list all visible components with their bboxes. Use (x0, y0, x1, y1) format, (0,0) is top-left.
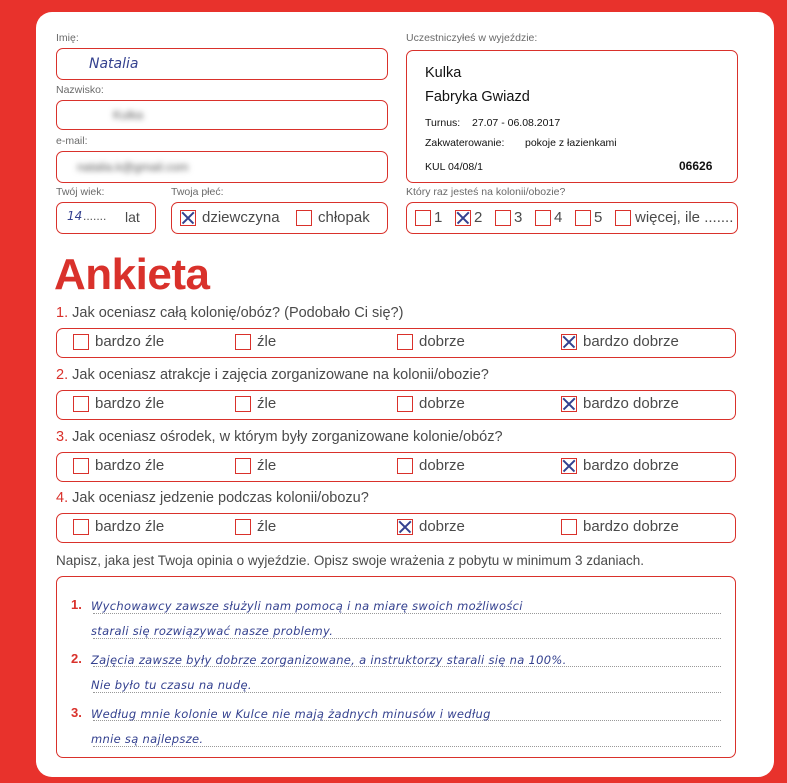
checkbox-icon[interactable] (397, 334, 413, 350)
question-1-options (56, 328, 736, 358)
checkbox-checked-icon[interactable] (561, 396, 577, 412)
question-number: 1. (56, 305, 69, 321)
times-option-label: 2 (474, 209, 483, 226)
option-label: źle (257, 333, 277, 350)
answer-line: mnie są najlepsze. (91, 732, 204, 746)
checkbox-icon[interactable] (397, 458, 413, 474)
option-bardzo-zle[interactable] (73, 395, 164, 412)
surname-label: Nazwisko: (56, 84, 104, 96)
option-bardzo-zle[interactable] (73, 333, 164, 350)
question-1 (56, 305, 403, 321)
option-zle[interactable] (235, 395, 276, 412)
turnus-value: 27.07 - 06.08.2017 (472, 117, 561, 129)
option-bardzo-dobrze[interactable] (561, 333, 679, 350)
answer-number: 3. (71, 705, 82, 720)
surname-field[interactable] (56, 100, 388, 130)
option-label: bardzo źle (95, 333, 165, 350)
times-option-label: 5 (594, 209, 603, 226)
checkbox-icon[interactable] (535, 210, 551, 226)
option-label: bardzo dobrze (583, 395, 679, 412)
gender-label: Twoja płeć: (171, 186, 224, 198)
checkbox-icon[interactable] (235, 519, 251, 535)
question-number: 2. (56, 367, 69, 383)
trip-number: 06626 (679, 159, 713, 173)
question-text: Jak oceniasz ośrodek, w którym były zorganizowane kolonie/obóz? (72, 429, 503, 445)
option-label: dobrze (419, 457, 465, 474)
answer-line: Wychowawcy zawsze służyli nam pomocą i na miarę swoich możliwości (91, 599, 523, 613)
checkbox-icon[interactable] (235, 396, 251, 412)
email-label: e-mail: (56, 135, 88, 147)
option-dobrze[interactable] (397, 395, 465, 412)
times-option-1[interactable] (415, 209, 442, 226)
email-value: natalia.k@gmail.com (77, 160, 189, 174)
question-3 (56, 429, 503, 445)
checkbox-icon[interactable] (296, 210, 312, 226)
option-bardzo-dobrze[interactable] (561, 395, 679, 412)
checkbox-icon[interactable] (73, 334, 89, 350)
option-dobrze[interactable] (397, 333, 465, 350)
turnus-label: Turnus: (425, 117, 461, 129)
answer-line: Zajęcia zawsze były dobrze zorganizowane, a instruktorzy starali się na 100%. (91, 653, 567, 667)
checkbox-icon[interactable] (397, 396, 413, 412)
option-dobrze[interactable] (397, 457, 465, 474)
gender-option-girl[interactable] (180, 209, 280, 226)
trip-program: Fabryka Gwiazd (425, 89, 530, 105)
times-option-more[interactable] (615, 209, 733, 226)
option-label: źle (257, 457, 277, 474)
checkbox-icon[interactable] (73, 519, 89, 535)
option-dobrze[interactable] (397, 518, 465, 535)
option-label: bardzo źle (95, 518, 165, 535)
question-4 (56, 490, 369, 506)
question-text: Jak oceniasz jedzenie podczas kolonii/obozu? (72, 490, 369, 506)
option-bardzo-dobrze[interactable] (561, 457, 679, 474)
surname-value: Kulka (113, 108, 144, 122)
times-option-label: 3 (514, 209, 523, 226)
question-3-options (56, 452, 736, 482)
option-label: dobrze (419, 333, 465, 350)
name-value: Natalia (89, 56, 139, 72)
option-zle[interactable] (235, 518, 276, 535)
writing-line (93, 692, 721, 693)
option-bardzo-zle[interactable] (73, 518, 164, 535)
checkbox-checked-icon[interactable] (397, 519, 413, 535)
option-label: bardzo dobrze (583, 333, 679, 350)
checkbox-checked-icon[interactable] (455, 210, 471, 226)
age-field[interactable] (56, 202, 156, 234)
answer-line: starali się rozwiązywać nasze problemy. (91, 624, 334, 638)
trip-code: KUL 04/08/1 (425, 161, 483, 173)
times-label: Który raz jesteś na kolonii/obozie? (406, 186, 566, 198)
checkbox-icon[interactable] (235, 458, 251, 474)
times-option-label: 1 (434, 209, 443, 226)
checkbox-icon[interactable] (575, 210, 591, 226)
times-field (406, 202, 738, 234)
option-label: źle (257, 518, 277, 535)
answer-number: 1. (71, 597, 82, 612)
checkbox-checked-icon[interactable] (561, 334, 577, 350)
option-label: bardzo dobrze (583, 518, 679, 535)
option-label: bardzo źle (95, 457, 165, 474)
writing-line (93, 638, 721, 639)
question-text: Jak oceniasz całą kolonię/obóz? (Podobało Ci się?) (72, 305, 404, 321)
option-bardzo-dobrze[interactable] (561, 518, 679, 535)
survey-sheet (36, 12, 774, 777)
checkbox-icon[interactable] (73, 458, 89, 474)
gender-field (171, 202, 388, 234)
gender-option-label: dziewczyna (202, 209, 280, 226)
gender-option-boy[interactable] (296, 209, 370, 226)
checkbox-icon[interactable] (561, 519, 577, 535)
checkbox-icon[interactable] (615, 210, 631, 226)
option-label: bardzo źle (95, 395, 165, 412)
times-option-3[interactable] (495, 209, 522, 226)
opinion-prompt: Napisz, jaka jest Twoja opinia o wyjeździe. Opisz swoje wrażenia z pobytu w minimum 3 zdaniach. (56, 553, 645, 568)
times-option-5[interactable] (575, 209, 602, 226)
checkbox-icon[interactable] (415, 210, 431, 226)
option-label: dobrze (419, 518, 465, 535)
option-zle[interactable] (235, 333, 276, 350)
question-4-options (56, 513, 736, 543)
age-dots: ....... (83, 209, 107, 223)
checkbox-icon[interactable] (235, 334, 251, 350)
name-field[interactable] (56, 48, 388, 80)
trip-label: Uczestniczyłeś w wyjeździe: (406, 32, 538, 44)
times-option-4[interactable] (535, 209, 562, 226)
age-label: Twój wiek: (56, 186, 105, 198)
question-number: 4. (56, 490, 69, 506)
email-field[interactable] (56, 151, 388, 183)
trip-name: Kulka (425, 65, 462, 81)
name-label: Imię: (56, 32, 79, 44)
accommodation-label: Zakwaterowanie: (425, 137, 505, 149)
answer-line: Według mnie kolonie w Kulce nie mają żadnych minusów i według (91, 707, 491, 721)
checkbox-checked-icon[interactable] (561, 458, 577, 474)
times-option-label: 4 (554, 209, 563, 226)
writing-line (93, 746, 721, 747)
option-bardzo-zle[interactable] (73, 457, 164, 474)
option-zle[interactable] (235, 457, 276, 474)
checkbox-icon[interactable] (73, 396, 89, 412)
answer-line: Nie było tu czasu na nudę. (91, 678, 252, 692)
age-unit: lat (125, 209, 140, 225)
survey-title: Ankieta (54, 250, 210, 299)
option-label: dobrze (419, 395, 465, 412)
times-more-label: więcej, ile ....... (635, 209, 734, 226)
gender-option-label: chłopak (318, 209, 370, 226)
trip-info-box (406, 50, 738, 183)
writing-line (93, 613, 721, 614)
question-text: Jak oceniasz atrakcje i zajęcia zorganizowane na kolonii/obozie? (72, 367, 489, 383)
opinion-textarea[interactable] (56, 576, 736, 758)
option-label: źle (257, 395, 277, 412)
question-number: 3. (56, 429, 69, 445)
answer-number: 2. (71, 651, 82, 666)
times-option-2[interactable] (455, 209, 482, 226)
question-2 (56, 367, 489, 383)
option-label: bardzo dobrze (583, 457, 679, 474)
accommodation-value: pokoje z łazienkami (525, 137, 617, 149)
checkbox-checked-icon[interactable] (180, 210, 196, 226)
age-value: 14 (67, 209, 83, 223)
checkbox-icon[interactable] (495, 210, 511, 226)
question-2-options (56, 390, 736, 420)
